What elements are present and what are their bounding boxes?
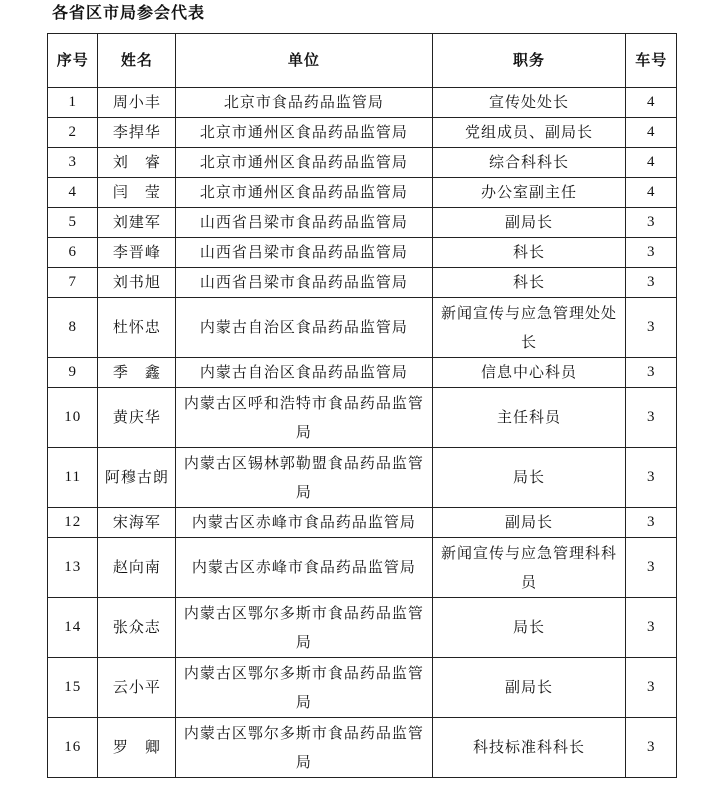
table-row xyxy=(48,178,677,208)
cell-no: 8 xyxy=(48,298,98,358)
cell-name: 阿穆古朗 xyxy=(98,448,176,508)
cell-unit: 内蒙古区呼和浩特市食品药品监管局 xyxy=(176,388,432,448)
header-unit: 单位 xyxy=(176,34,432,88)
cell-car: 4 xyxy=(626,148,677,178)
cell-no: 2 xyxy=(48,118,98,148)
cell-name: 刘建军 xyxy=(98,208,176,238)
cell-car: 3 xyxy=(626,208,677,238)
cell-car: 4 xyxy=(626,118,677,148)
cell-unit: 内蒙古自治区食品药品监管局 xyxy=(176,358,432,388)
cell-unit: 北京市通州区食品药品监管局 xyxy=(176,118,432,148)
cell-name: 李捍华 xyxy=(98,118,176,148)
cell-unit: 内蒙古区赤峰市食品药品监管局 xyxy=(176,508,432,538)
table-row xyxy=(48,118,677,148)
cell-no: 13 xyxy=(48,538,98,598)
cell-role: 局长 xyxy=(432,448,626,508)
cell-unit: 北京市通州区食品药品监管局 xyxy=(176,178,432,208)
cell-unit: 山西省吕梁市食品药品监管局 xyxy=(176,238,432,268)
cell-unit: 山西省吕梁市食品药品监管局 xyxy=(176,268,432,298)
cell-role: 副局长 xyxy=(432,508,626,538)
cell-name: 杜怀忠 xyxy=(98,298,176,358)
cell-no: 7 xyxy=(48,268,98,298)
table-row xyxy=(48,718,677,778)
cell-name: 张众志 xyxy=(98,598,176,658)
cell-car: 3 xyxy=(626,358,677,388)
cell-name: 周小丰 xyxy=(98,88,176,118)
cell-no: 6 xyxy=(48,238,98,268)
table-row xyxy=(48,388,677,448)
cell-car: 3 xyxy=(626,388,677,448)
table-row xyxy=(48,598,677,658)
cell-unit: 内蒙古区鄂尔多斯市食品药品监管局 xyxy=(176,718,432,778)
cell-no: 3 xyxy=(48,148,98,178)
cell-car: 4 xyxy=(626,88,677,118)
cell-no: 4 xyxy=(48,178,98,208)
cell-role: 新闻宣传与应急管理科科员 xyxy=(432,538,626,598)
cell-name: 罗 卿 xyxy=(98,718,176,778)
cell-name: 刘 睿 xyxy=(98,148,176,178)
cell-name: 闫 莹 xyxy=(98,178,176,208)
cell-name: 季 鑫 xyxy=(98,358,176,388)
cell-car: 3 xyxy=(626,508,677,538)
cell-role: 局长 xyxy=(432,598,626,658)
cell-unit: 山西省吕梁市食品药品监管局 xyxy=(176,208,432,238)
cell-role: 科技标准科科长 xyxy=(432,718,626,778)
cell-role: 宣传处处长 xyxy=(432,88,626,118)
cell-no: 14 xyxy=(48,598,98,658)
table-row xyxy=(48,448,677,508)
header-car: 车号 xyxy=(626,34,677,88)
cell-name: 宋海军 xyxy=(98,508,176,538)
cell-role: 科长 xyxy=(432,238,626,268)
cell-car: 4 xyxy=(626,178,677,208)
cell-car: 3 xyxy=(626,598,677,658)
header-name: 姓名 xyxy=(98,34,176,88)
cell-name: 刘书旭 xyxy=(98,268,176,298)
table-row xyxy=(48,358,677,388)
table-row xyxy=(48,658,677,718)
table-row xyxy=(48,538,677,598)
cell-car: 3 xyxy=(626,658,677,718)
table-row xyxy=(48,268,677,298)
table-row xyxy=(48,208,677,238)
table-row xyxy=(48,238,677,268)
cell-unit: 北京市通州区食品药品监管局 xyxy=(176,148,432,178)
cell-unit: 内蒙古自治区食品药品监管局 xyxy=(176,298,432,358)
cell-name: 赵向南 xyxy=(98,538,176,598)
cell-role: 办公室副主任 xyxy=(432,178,626,208)
header-no: 序号 xyxy=(48,34,98,88)
table-row xyxy=(48,148,677,178)
cell-no: 12 xyxy=(48,508,98,538)
table-row xyxy=(48,508,677,538)
cell-role: 副局长 xyxy=(432,208,626,238)
cell-no: 9 xyxy=(48,358,98,388)
table-row xyxy=(48,88,677,118)
table-header-row xyxy=(48,34,677,88)
cell-car: 3 xyxy=(626,298,677,358)
cell-car: 3 xyxy=(626,268,677,298)
cell-car: 3 xyxy=(626,238,677,268)
cell-unit: 内蒙古区赤峰市食品药品监管局 xyxy=(176,538,432,598)
table-row xyxy=(48,298,677,358)
cell-role: 主任科员 xyxy=(432,388,626,448)
cell-role: 党组成员、副局长 xyxy=(432,118,626,148)
cell-no: 10 xyxy=(48,388,98,448)
cell-no: 16 xyxy=(48,718,98,778)
cell-role: 副局长 xyxy=(432,658,626,718)
cell-role: 信息中心科员 xyxy=(432,358,626,388)
cell-name: 李晋峰 xyxy=(98,238,176,268)
cell-unit: 内蒙古区锡林郭勒盟食品药品监管局 xyxy=(176,448,432,508)
page-title: 各省区市局参会代表 xyxy=(52,3,206,22)
attendee-table xyxy=(47,33,677,778)
cell-no: 11 xyxy=(48,448,98,508)
cell-car: 3 xyxy=(626,448,677,508)
cell-name: 黄庆华 xyxy=(98,388,176,448)
header-role: 职务 xyxy=(432,34,626,88)
cell-car: 3 xyxy=(626,718,677,778)
cell-no: 5 xyxy=(48,208,98,238)
cell-car: 3 xyxy=(626,538,677,598)
cell-role: 科长 xyxy=(432,268,626,298)
cell-unit: 北京市食品药品监管局 xyxy=(176,88,432,118)
cell-unit: 内蒙古区鄂尔多斯市食品药品监管局 xyxy=(176,598,432,658)
cell-no: 15 xyxy=(48,658,98,718)
cell-unit: 内蒙古区鄂尔多斯市食品药品监管局 xyxy=(176,658,432,718)
cell-role: 综合科科长 xyxy=(432,148,626,178)
cell-role: 新闻宣传与应急管理处处长 xyxy=(432,298,626,358)
cell-no: 1 xyxy=(48,88,98,118)
cell-name: 云小平 xyxy=(98,658,176,718)
